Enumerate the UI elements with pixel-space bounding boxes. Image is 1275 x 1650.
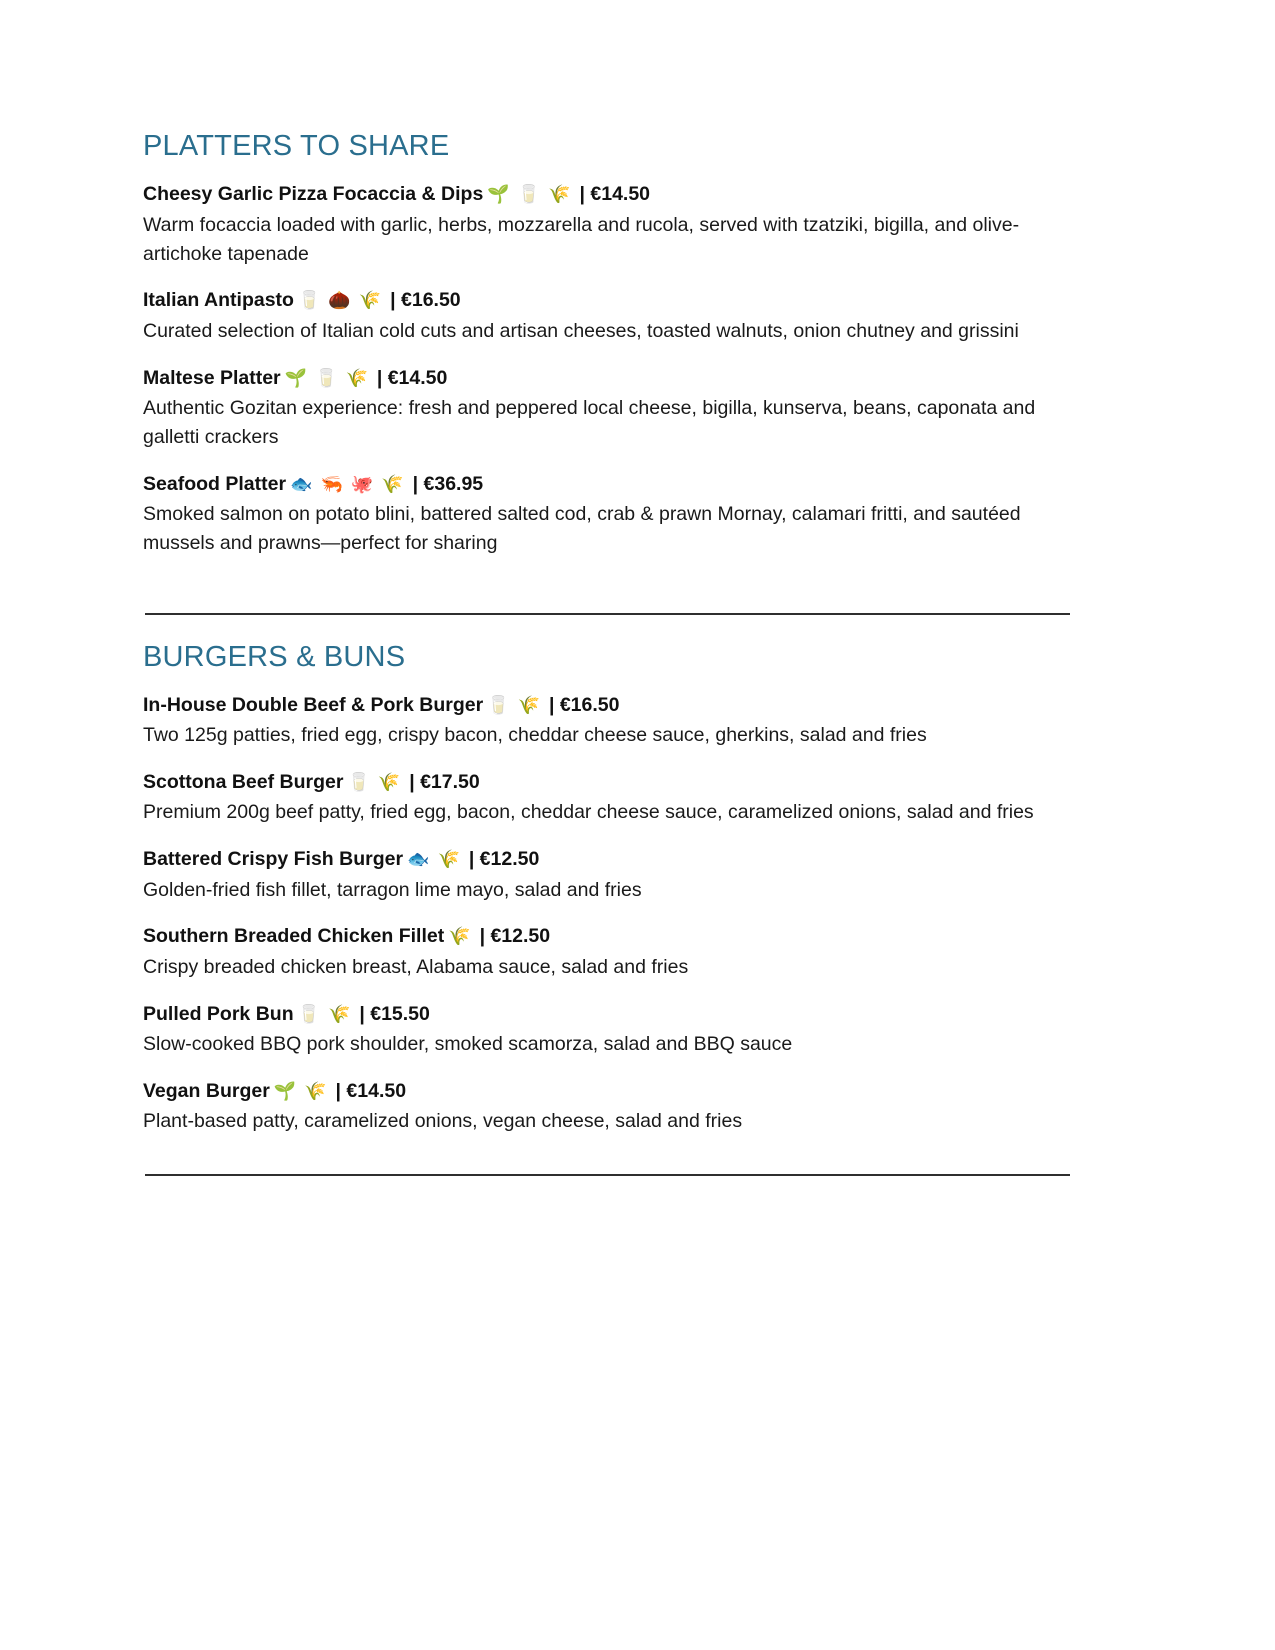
menu-item-price: | €14.50 [335,1079,407,1102]
menu-item-price: | €14.50 [579,183,651,206]
menu-item-description: Smoked salmon on potato blini, battered salted cod, crab & prawn Mornay, calamari fritti, and sautéed mussels and prawns—perfect for sharing [143,502,1021,554]
menu-item-heading [143,1078,1068,1104]
menu-item-name: Maltese Platter [143,366,281,389]
menu-item-name: Pulled Pork Bun [143,1002,294,1025]
menu-item-description: Warm focaccia loaded with garlic, herbs, mozzarella and rucola, served with tzatziki, bigilla, and olive-artichoke tapenade [143,213,1020,265]
menu-item-price: | €36.95 [412,472,484,495]
menu-item-description: Slow-cooked BBQ pork shoulder, smoked scamorza, salad and BBQ sauce [143,1032,793,1055]
dietary-icons: 🌱 🌾 [273,1080,329,1101]
menu-item-heading [143,769,1068,795]
menu-item-name: Scottona Beef Burger [143,771,344,794]
section-separator-wrap [143,577,1068,615]
menu-item [143,365,1068,452]
menu-item-price: | €12.50 [468,848,540,871]
menu-item-description: Golden-fried fish fillet, tarragon lime mayo, salad and fries [143,878,642,901]
menu-item-heading [143,692,1068,718]
menu-section-platters [143,130,1068,558]
dietary-icons: 🐟 🌾 [407,849,462,870]
section-title: PLATTERS TO SHARE [143,130,450,162]
menu-item [143,287,1068,345]
dietary-icons: 🥛 🌰 🌾 [297,290,383,311]
menu-section-burgers [143,641,1068,1136]
menu-content [143,130,1068,1176]
menu-item-heading [143,287,1068,313]
menu-item [143,769,1068,827]
menu-item-description: Crispy breaded chicken breast, Alabama sauce, salad and fries [143,955,689,978]
menu-item-heading [143,1001,1068,1027]
menu-item-price: | €16.50 [548,693,620,716]
dietary-icons: 🌱 🥛 🌾 [284,367,370,388]
section-title: BURGERS & BUNS [143,640,406,673]
menu-item-description: Curated selection of Italian cold cuts and artisan cheeses, toasted walnuts, onion chutney and grissini [143,319,1019,342]
page-bottom-divider [145,1174,1070,1176]
menu-item-price: | €12.50 [479,925,551,948]
dietary-icons: 🥛 🌾 [487,694,542,715]
menu-item [143,846,1068,904]
menu-item-name: Vegan Burger [143,1079,270,1102]
menu-item [143,181,1068,268]
menu-item-description: Premium 200g beef patty, fried egg, bacon, cheddar cheese sauce, caramelized onions, salad and fries [143,801,1034,824]
menu-item-price: | €14.50 [376,366,448,389]
menu-item [143,1078,1068,1136]
menu-item-heading [143,471,1068,497]
dietary-icons: 🌾 [448,926,473,947]
menu-item [143,471,1068,558]
menu-item-description: Two 125g patties, fried egg, crispy bacon, cheddar cheese sauce, gherkins, salad and fries [143,724,927,747]
menu-item-name: Italian Antipasto [143,289,294,312]
menu-item-description: Plant-based patty, caramelized onions, vegan cheese, salad and fries [143,1110,743,1133]
section-divider [145,613,1070,615]
menu-item-name: In-House Double Beef & Pork Burger [143,693,484,716]
dietary-icons: 🐟 🦐 🐙 🌾 [290,473,406,494]
menu-item-name: Southern Breaded Chicken Fillet [143,925,445,948]
menu-item-heading [143,846,1068,872]
menu-item [143,692,1068,750]
menu-item [143,1001,1068,1059]
dietary-icons: 🌱 🥛 🌾 [487,184,573,205]
dietary-icons: 🥛 🌾 [347,772,402,793]
menu-item-heading [143,365,1068,391]
dietary-icons: 🥛 🌾 [297,1003,352,1024]
menu-item-price: | €17.50 [409,771,480,794]
menu-item-name: Cheesy Garlic Pizza Focaccia & Dips [143,183,484,206]
menu-item-heading [143,181,1068,207]
menu-item-heading [143,923,1068,949]
menu-item-name: Battered Crispy Fish Burger [143,848,404,871]
menu-item-description: Authentic Gozitan experience: fresh and peppered local cheese, bigilla, kunserva, beans, caponata and galletti crackers [143,396,1036,448]
menu-item [143,923,1068,981]
menu-item-name: Seafood Platter [143,472,287,495]
menu-item-price: | €16.50 [390,289,461,312]
menu-item-price: | €15.50 [359,1002,430,1025]
